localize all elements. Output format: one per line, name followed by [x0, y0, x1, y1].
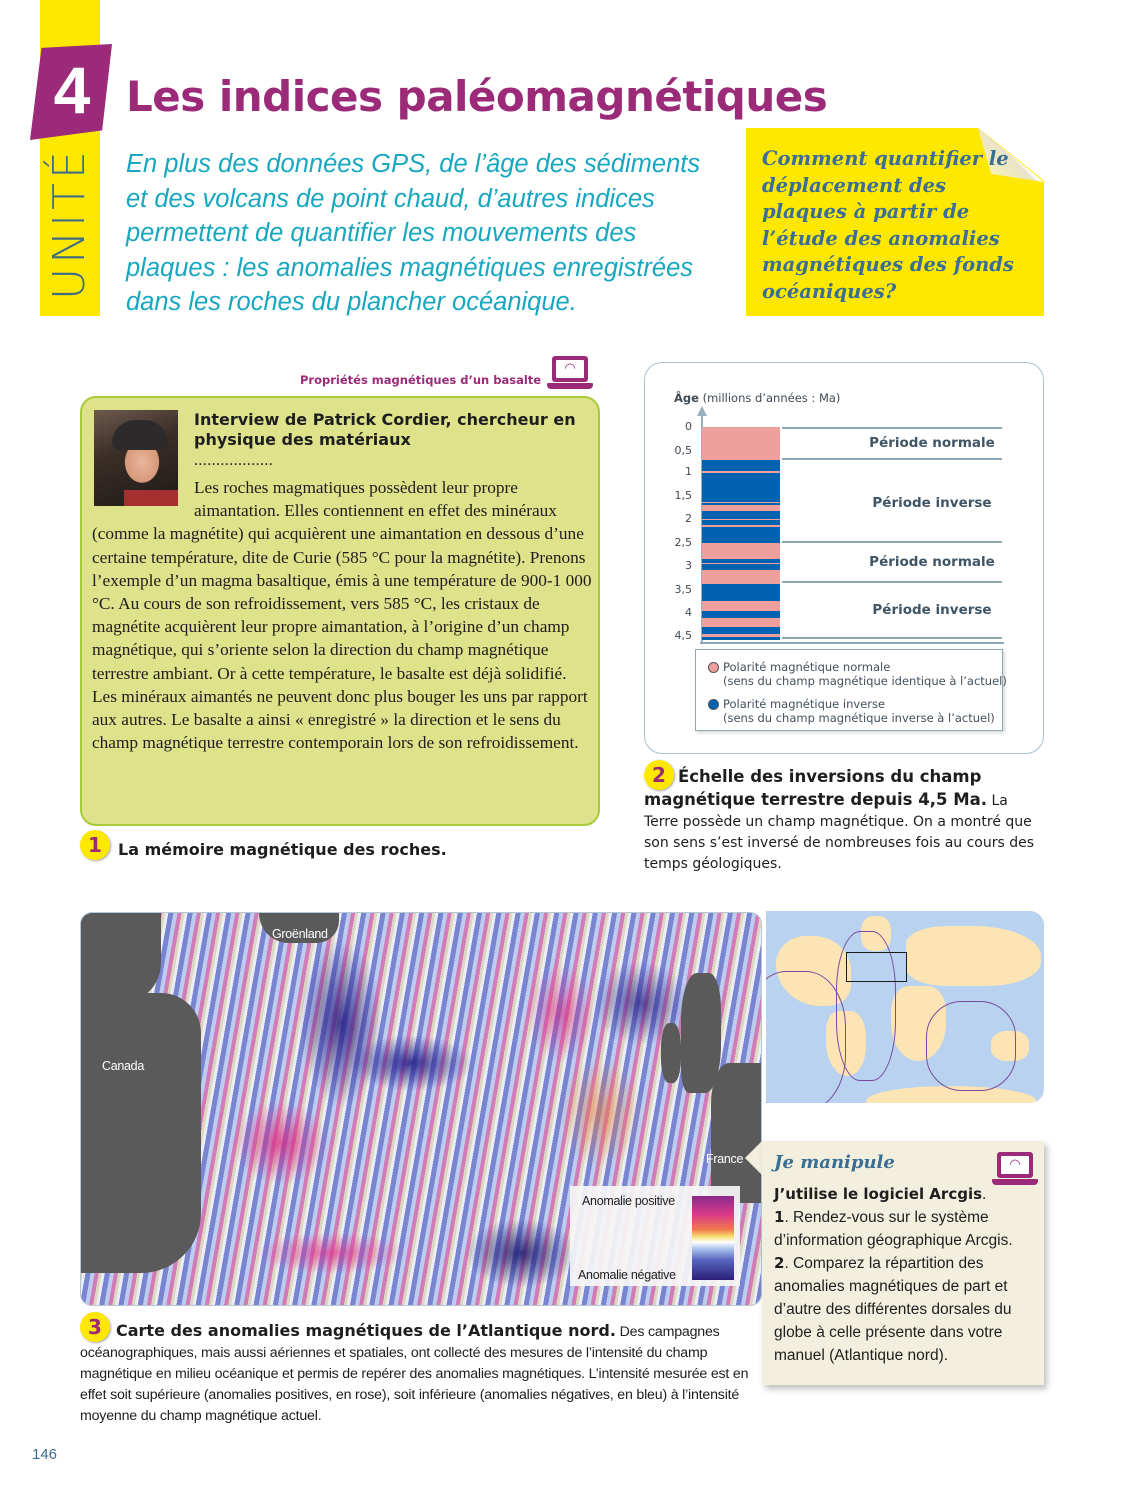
land-canada: [81, 993, 201, 1273]
map-label-greenland: Groënland: [272, 927, 328, 941]
laptop-wifi-icon[interactable]: ◠: [547, 356, 593, 390]
tick-label: 4,5: [674, 629, 692, 642]
polarity-bar: [702, 427, 780, 640]
period-label: Période inverse: [872, 495, 992, 511]
inverse-band: [702, 559, 780, 563]
map-label-france: France: [706, 1152, 744, 1166]
world-locator-map: [766, 911, 1044, 1103]
inverse-band: [702, 503, 780, 505]
tick-label: 3,5: [674, 583, 692, 596]
laptop-wifi-icon[interactable]: ◠: [992, 1152, 1038, 1186]
manipulate-body: [774, 1183, 1036, 1367]
map-label-canada: Canada: [102, 1059, 144, 1073]
inverse-band: [702, 473, 780, 502]
interview-body: [92, 476, 592, 754]
inverse-band: [702, 564, 780, 570]
normal-polarity-dot-icon: [708, 662, 719, 673]
inverse-polarity-dot-icon: [708, 699, 719, 710]
doc-number-badge-2: 2: [644, 760, 674, 790]
interview-title: Interview de Patrick Cordier, chercheur en physique des matériaux: [194, 410, 576, 449]
doc-number-badge-3: 3: [80, 1312, 110, 1342]
land-ireland: [661, 1023, 681, 1083]
period-label: Période normale: [869, 554, 995, 570]
plate-boundary: [926, 1001, 1016, 1091]
tick-label: 0: [685, 420, 692, 433]
period-divider: [782, 427, 1002, 429]
inverse-band: [702, 460, 780, 471]
plate-boundary: [766, 971, 846, 1103]
inverse-band: [702, 527, 780, 543]
color-scale-ramp: [692, 1196, 734, 1280]
unit-label: UNITÉ: [44, 147, 95, 300]
tick-label: 1,5: [674, 489, 692, 502]
period-label: Période normale: [869, 435, 995, 451]
period-divider: [782, 541, 1002, 543]
manipulate-lead: J’utilise le logiciel Arcgis.: [774, 1185, 987, 1203]
legend-item-inverse: Polarité magnétique inverse (sens du champ magnétique inverse à l’actuel): [708, 697, 995, 725]
interview-body-text: Les roches magmatiques possèdent leur propre aimantation. Elles contiennent en effet des minéraux (comme la magnétite) qui acquièrent une aimantation en dessous d’une certaine température, dite de Curie (585 °C pour la magnétite). Prenons l’exemple d’un magma basaltique, émis à une température de 900-1 000 °C. Au cours de son refroidissement, vers 585 °C, les cristaux de magnétite acquièrent leur propre aimantation, à l’origine d’un champ magnétique, qui s’oriente selon la direction du champ magnétique terrestre ambiant. Or à cette température, le basalte est déjà solidifié. Les minéraux aimantés ne peuvent donc plus bouger les uns par rapport aux autres. Le basalte a ainsi « enregistré » la direction et le sens du champ magnétique terrestre contemporain lors de son refroidissement.: [92, 478, 592, 753]
doc1-caption: La mémoire magnétique des roches.: [118, 840, 447, 859]
callout-pointer: [745, 1140, 763, 1176]
inverse-band: [702, 511, 780, 519]
axis-title: Âge (millions d’années : Ma): [674, 391, 841, 405]
page-title: Les indices paléomagnétiques: [126, 72, 828, 121]
doc3-caption: Carte des anomalies magnétiques de l’Atlantique nord. Des campagnes océanographiques, mais aussi aériennes et spatiales, ont collecté des mesures de l’intensité du champ magnétique en milieu océanique et permis de repérer des anomalies magnétiques. L’intensité mesurée est en effet soit supérieure (anomalies positives, en rose), soit inférieure (anomalies négatives, en bleu) à l’intensité moyenne du champ magnétique actuel.: [80, 1321, 749, 1424]
period-divider: [782, 458, 1002, 460]
doc2-caption: Échelle des inversions du champ magnétique terrestre depuis 4,5 Ma. La Terre possède un champ magnétique. On a montré que son sens s’est inversé de nombreuses fois au cours des temps géologiques.: [644, 767, 1035, 872]
tick-label: 4: [685, 606, 692, 619]
unit-number: 4: [53, 53, 91, 127]
manipulate-step-2: 2. Comparez la répartition des anomalies magnétiques de part et d’autre des différentes dorsales du globe à celle présente dans votre manuel (Atlantique nord).: [774, 1254, 1012, 1364]
tick-label: 2,5: [674, 536, 692, 549]
inverse-band: [702, 637, 780, 640]
tick-label: 1: [685, 465, 692, 478]
resource-link-basalt[interactable]: [300, 356, 593, 390]
legend-item-normal: Polarité magnétique normale (sens du champ magnétique identique à l’actuel): [708, 660, 1007, 688]
inverse-band: [702, 584, 780, 601]
tick-label: 3: [685, 559, 692, 572]
inverse-band: [702, 520, 780, 525]
interview-dots: ..................: [194, 452, 274, 469]
legend-positive-label: Anomalie positive: [582, 1194, 675, 1208]
period-divider: [782, 581, 1002, 583]
legend-negative-label: Anomalie négative: [578, 1268, 676, 1282]
period-label: Période inverse: [872, 602, 992, 618]
doc-number-badge-1: 1: [80, 830, 110, 860]
question-text: Comment quantifier le déplacement des plaques à partir de l’étude des anomalies magnétiques des fonds océaniques?: [762, 147, 1014, 303]
inverse-band: [702, 611, 780, 618]
manipulate-step-1: 1. Rendez-vous sur le système d’information géographique Arcgis.: [774, 1208, 1013, 1249]
zoom-area-rectangle: [846, 952, 907, 982]
manipulate-title: Je manipule: [774, 1152, 895, 1173]
intro-text: En plus des données GPS, de l’âge des sédiments et des volcans de point chaud, d’autres indices permettent de quantifier les mouvements des plaques : les anomalies magnétiques enregistrées dans les roches du plancher océanique.: [126, 150, 701, 316]
resource-label: Propriétés magnétiques d’un basalte: [300, 373, 542, 387]
tick-label: 0,5: [674, 444, 692, 457]
chart-baseline: [700, 642, 1004, 644]
tick-label: 2: [685, 512, 692, 525]
land-france: [711, 1063, 762, 1203]
land-arctic: [81, 913, 161, 1003]
continent-eurasia: [906, 926, 1041, 986]
inverse-band: [702, 627, 780, 634]
period-divider: [782, 637, 1002, 639]
page-number: 146: [32, 1446, 58, 1463]
